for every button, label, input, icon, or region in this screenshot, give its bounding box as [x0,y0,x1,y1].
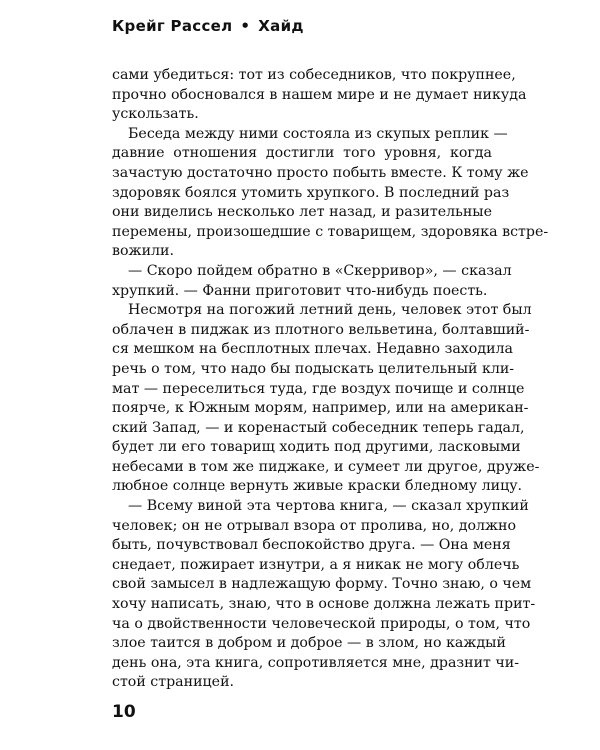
text-line: поярче, к Южным морям, например, или на американ- [112,400,529,417]
text-line: — Всему виной эта чертова книга, — сказал хрупкий [128,498,529,515]
text-line: давние отношения достигли того уровня, когда [112,145,492,162]
text-line: стой страницей. [112,674,235,691]
text-line: прочно обосновался в нашем мире и не думает никуда [112,86,527,103]
running-head-title: Хайд [258,17,304,35]
text-line: быть, почувствовал беспокойство друга. — Она меня [112,537,511,554]
text-line: злое таится в добром и доброе — в злом, но каждый [112,635,506,652]
body-text [112,66,549,693]
text-line: вожили. [112,243,175,260]
text-line: сами убедиться: тот из собеседников, что покрупнее, [112,67,516,83]
text-line: Беседа между ними состояла из скупых реплик — [128,125,508,142]
running-head-separator: • [240,17,251,35]
text-line: снедает, пожирает изнутри, а я никак не могу облечь [112,556,520,573]
text-line: ускользать. [112,106,199,123]
text-line: перемены, произошедшие с товарищем, здоровяка встре- [112,223,549,240]
text-line: — Скоро пойдем обратно в «Скерривор», — сказал [128,262,512,279]
running-head-author: Крейг Рассел [112,17,233,35]
text-line: хрупкий. — Фанни приготовит что-нибудь поесть. [112,282,488,299]
text-line: человек; он не отрывал взора от пролива, но, должно [112,517,517,534]
text-line: любное солнце вернуть живые краски бледному лицу. [112,478,523,495]
text-line: будет ли его товарищ ходить под другими, ласковыми [112,439,521,456]
text-line: хочу написать, знаю, что в основе должна лежать прит- [112,596,536,613]
text-line: здоровяк боялся утомить хрупкого. В последний раз [112,184,510,201]
text-line: день она, эта книга, сопротивляется мне, дразнит чи- [112,654,520,671]
text-line: они виделись несколько лет назад, и разительные [112,204,492,221]
text-line: свой замысел в надлежащую форму. Точно знаю, о чем [112,576,532,593]
text-line: речь о том, что надо бы подыскать целительный кли- [112,360,515,377]
text-line: ся мешком на бесплотных плечах. Недавно заходила [112,341,513,358]
text-line: облачен в пиджак из плотного вельветина, болтавший- [112,321,530,338]
text-line: ский Запад, — и коренастый собеседник теперь гадал, [112,419,525,436]
text-line: Несмотря на погожий летний день, человек этот был [128,302,532,319]
text-line: небесами в том же пиджаке, и сумеет ли другое, друже- [112,458,540,475]
text-line: ча о двойственности человеческой природы, о том, что [112,615,531,632]
text-line: мат — переселиться туда, где воздух почище и солнце [112,380,525,397]
text-line: зачастую достаточно просто побыть вместе. К тому же [112,164,529,181]
page-number: 10 [112,702,136,722]
running-head [112,17,304,35]
